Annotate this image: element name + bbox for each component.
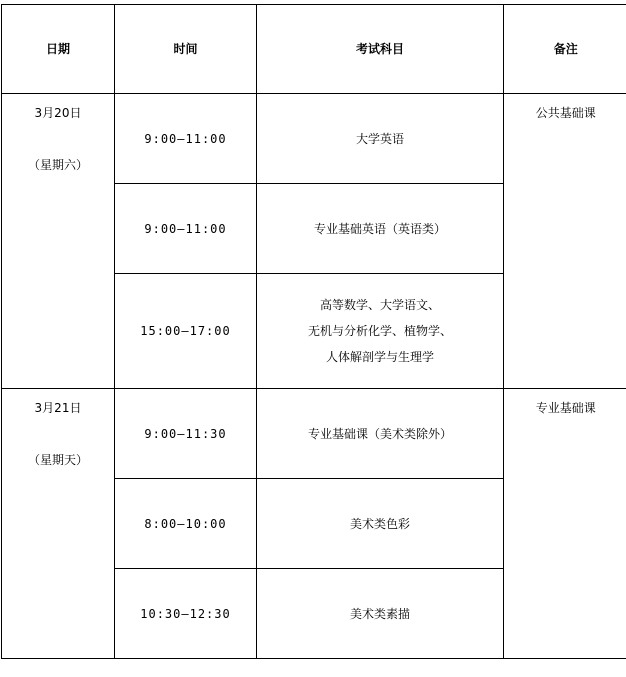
subject-cell bbox=[257, 184, 504, 274]
date-cell bbox=[2, 94, 115, 389]
header-note: 备注 bbox=[504, 5, 626, 94]
table-row bbox=[2, 94, 626, 184]
time-cell: 15:00—17:00 bbox=[115, 274, 257, 389]
date-text: 3月20日 bbox=[34, 106, 82, 120]
header-subject: 考试科目 bbox=[257, 5, 504, 94]
weekday-text: （星期六） bbox=[27, 158, 88, 172]
table-row bbox=[2, 389, 626, 479]
subject-cell bbox=[257, 94, 504, 184]
subject-text: 美术类色彩 bbox=[349, 516, 410, 531]
time-cell: 9:00—11:00 bbox=[115, 94, 257, 184]
time-cell: 9:00—11:00 bbox=[115, 184, 257, 274]
header-row bbox=[2, 5, 626, 94]
subject-text: 专业基础课（美术类除外） bbox=[307, 426, 452, 441]
header-time: 时间 bbox=[115, 5, 257, 94]
subject-cell bbox=[257, 389, 504, 479]
header-date: 日期 bbox=[2, 5, 115, 94]
subject-cell bbox=[257, 569, 504, 659]
subject-text: 专业基础英语（英语类） bbox=[313, 221, 446, 236]
subject-text: 大学英语 bbox=[355, 131, 404, 146]
subject-text: 美术类素描 bbox=[349, 606, 410, 621]
subject-cell bbox=[257, 274, 504, 389]
subject-text: 无机与分析化学、植物学、 bbox=[307, 324, 452, 338]
time-cell: 9:00—11:30 bbox=[115, 389, 257, 479]
exam-schedule-table bbox=[1, 4, 626, 659]
subject-text: 高等数学、大学语文、 bbox=[319, 298, 440, 312]
subject-text: 人体解剖学与生理学 bbox=[325, 350, 434, 364]
time-cell: 10:30—12:30 bbox=[115, 569, 257, 659]
time-cell: 8:00—10:00 bbox=[115, 479, 257, 569]
subject-cell bbox=[257, 479, 504, 569]
weekday-text: （星期天） bbox=[27, 453, 88, 467]
note-cell: 公共基础课 bbox=[504, 94, 626, 389]
note-cell: 专业基础课 bbox=[504, 389, 626, 659]
date-text: 3月21日 bbox=[34, 401, 82, 415]
date-cell bbox=[2, 389, 115, 659]
